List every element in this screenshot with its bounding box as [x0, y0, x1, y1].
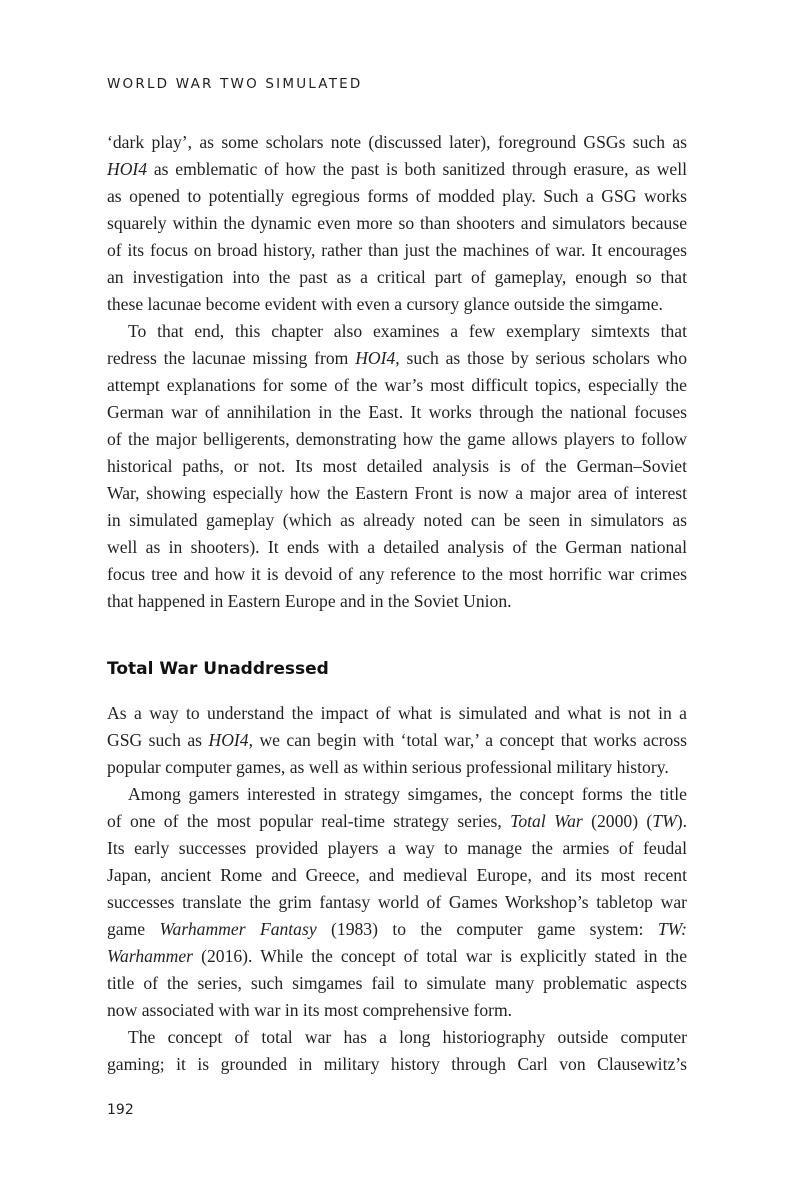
- text-run: successes translate the grim fantasy world of Games Workshop’s tabletop war: [107, 892, 687, 912]
- text-run: To that end, this chapter also examines a few exemplary simtexts that: [128, 321, 687, 341]
- text-line: [107, 1024, 687, 1051]
- text-line: [107, 781, 687, 808]
- text-run: War, showing especially how the Eastern Front is now a major area of interest: [107, 483, 687, 503]
- text-run: historical paths, or not. Its most detailed analysis is of the German–Soviet: [107, 456, 687, 476]
- text-run: ).: [676, 811, 688, 831]
- text-run: squarely within the dynamic even more so than shooters and simulators because: [107, 213, 687, 233]
- body-text-block-intro: [107, 129, 687, 615]
- italic-title: HOI4: [355, 348, 396, 368]
- text-line: [107, 129, 687, 156]
- text-line: [107, 480, 687, 507]
- text-line: [107, 345, 687, 372]
- text-line: [107, 453, 687, 480]
- text-run: Among gamers interested in strategy simgames, the concept forms the title: [128, 784, 687, 804]
- text-line: [107, 561, 687, 588]
- text-line: [107, 970, 687, 997]
- text-run: GSG such as: [107, 730, 209, 750]
- text-line: [107, 210, 687, 237]
- text-run: these lacunae become evident with even a cursory glance outside the simgame.: [107, 294, 663, 314]
- text-run: title of the series, such simgames fail to simulate many problematic aspects: [107, 973, 687, 993]
- text-line: [107, 862, 687, 889]
- text-line: [107, 507, 687, 534]
- text-run: of the major belligerents, demonstrating how the game allows players to follow: [107, 429, 687, 449]
- text-line: [107, 997, 687, 1024]
- text-run: in simulated gameplay (which as already noted can be seen in simulators as: [107, 510, 687, 530]
- text-run: (1983) to the computer game system:: [316, 919, 658, 939]
- text-line: [107, 237, 687, 264]
- text-run: as opened to potentially egregious forms of modded play. Such a GSG works: [107, 186, 687, 206]
- text-run: Japan, ancient Rome and Greece, and medieval Europe, and its most recent: [107, 865, 687, 885]
- section-heading: Total War Unaddressed: [107, 659, 329, 679]
- text-run: of its focus on broad history, rather than just the machines of war. It encourages: [107, 240, 687, 260]
- paragraph: [107, 700, 687, 781]
- italic-title: Warhammer: [107, 946, 194, 966]
- running-head: WORLD WAR TWO SIMULATED: [107, 76, 363, 92]
- italic-title: TW: [652, 811, 677, 831]
- text-run: well as in shooters). It ends with a detailed analysis of the German national: [107, 537, 687, 557]
- text-line: [107, 399, 687, 426]
- text-run: popular computer games, as well as within serious professional military history.: [107, 757, 669, 777]
- text-line: [107, 700, 687, 727]
- paragraph: [107, 781, 687, 1024]
- text-run: (2016). While the concept of total war is explicitly stated in the: [193, 946, 687, 966]
- text-line: [107, 426, 687, 453]
- text-run: As a way to understand the impact of what is simulated and what is not in a: [107, 703, 687, 723]
- italic-title: HOI4: [107, 159, 148, 179]
- body-text-block-section: [107, 700, 687, 1078]
- text-run: as emblematic of how the past is both sanitized through erasure, as well: [147, 159, 687, 179]
- text-line: [107, 588, 687, 615]
- text-run: focus tree and how it is devoid of any reference to the most horrific war crimes: [107, 564, 687, 584]
- paragraph: [107, 1024, 687, 1078]
- text-run: gaming; it is grounded in military history through Carl von Clausewitz’s: [107, 1054, 687, 1074]
- text-run: Its early successes provided players a way to manage the armies of feudal: [107, 838, 687, 858]
- text-run: ‘dark play’, as some scholars note (discussed later), foreground GSGs such as: [107, 132, 687, 152]
- italic-title: TW:: [657, 919, 688, 939]
- text-line: [107, 291, 687, 318]
- text-line: [107, 534, 687, 561]
- text-run: , such as those by serious scholars who: [395, 348, 687, 368]
- text-run: of one of the most popular real-time strategy series,: [107, 811, 511, 831]
- text-run: German war of annihilation in the East. It works through the national focuses: [107, 402, 687, 422]
- paragraph: [107, 129, 687, 318]
- text-line: [107, 318, 687, 345]
- text-line: [107, 889, 687, 916]
- text-line: [107, 372, 687, 399]
- text-run: game: [107, 919, 160, 939]
- text-line: [107, 916, 687, 943]
- page-number: 192: [107, 1102, 134, 1118]
- italic-title: HOI4: [208, 730, 249, 750]
- text-line: [107, 943, 687, 970]
- text-line: [107, 835, 687, 862]
- paragraph: [107, 318, 687, 615]
- text-run: attempt explanations for some of the war’s most difficult topics, especially the: [107, 375, 687, 395]
- italic-title: Total War: [510, 811, 583, 831]
- text-line: [107, 156, 687, 183]
- text-run: The concept of total war has a long historiography outside computer: [128, 1027, 687, 1047]
- text-line: [107, 808, 687, 835]
- text-line: [107, 754, 687, 781]
- text-run: now associated with war in its most comprehensive form.: [107, 1000, 513, 1020]
- text-run: that happened in Eastern Europe and in the Soviet Union.: [107, 591, 512, 611]
- text-run: , we can begin with ‘total war,’ a concept that works across: [248, 730, 687, 750]
- text-line: [107, 183, 687, 210]
- text-line: [107, 1051, 687, 1078]
- text-line: [107, 727, 687, 754]
- text-run: an investigation into the past as a critical part of gameplay, enough so that: [107, 267, 687, 287]
- text-run: redress the lacunae missing from: [107, 348, 356, 368]
- text-run: (2000) (: [582, 811, 653, 831]
- italic-title: Warhammer Fantasy: [159, 919, 317, 939]
- text-line: [107, 264, 687, 291]
